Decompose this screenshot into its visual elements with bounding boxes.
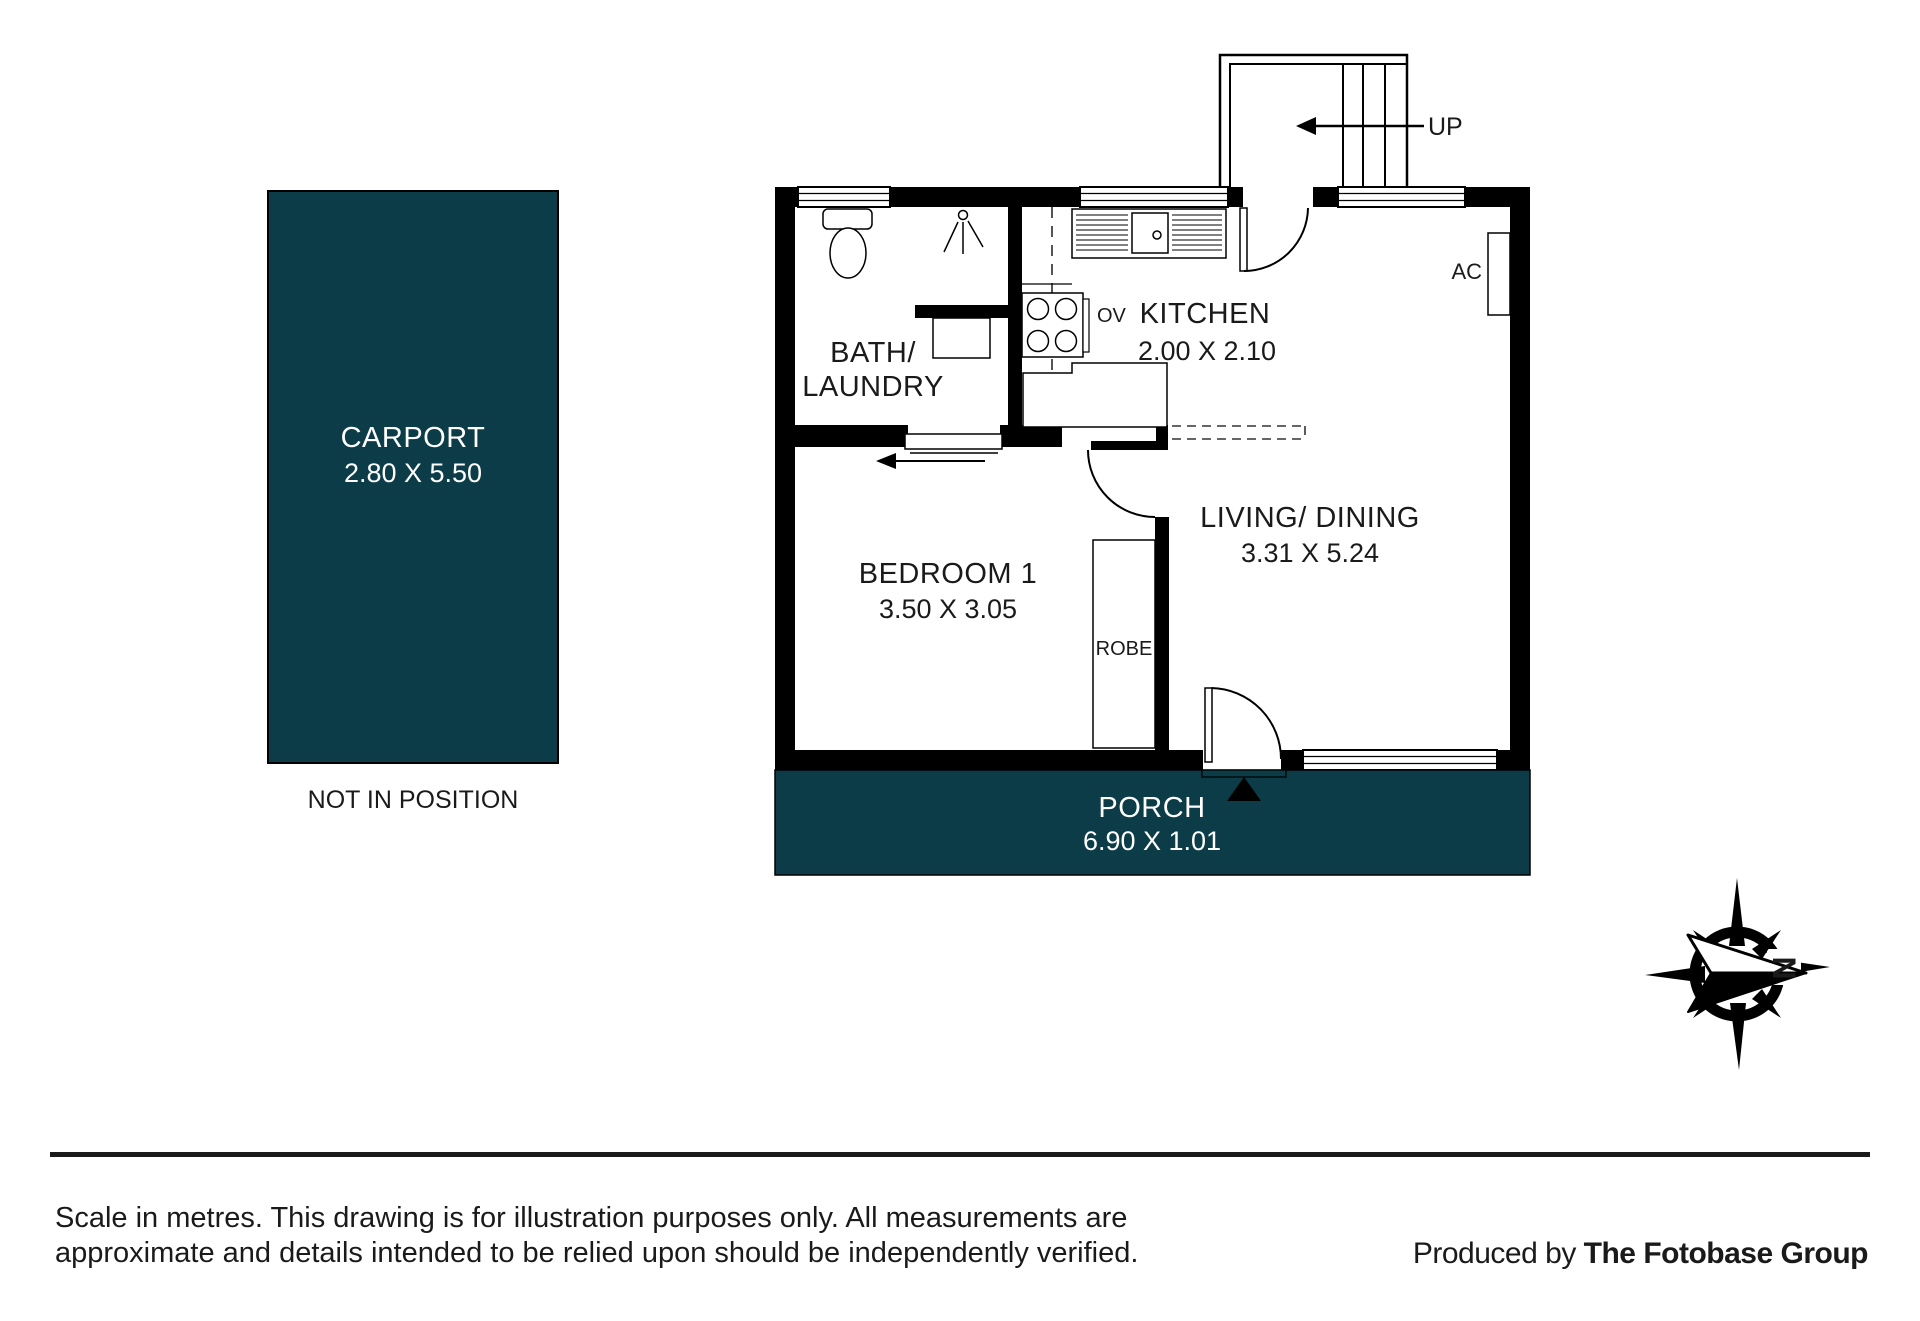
living-label: LIVING/ DINING — [1200, 502, 1420, 534]
porch-label: PORCH — [1098, 792, 1206, 824]
producer-name: The Fotobase Group — [1583, 1237, 1868, 1270]
wall-divider-stub — [1156, 425, 1168, 450]
door-threshold — [1202, 770, 1286, 777]
bedroom-dims: 3.50 X 3.05 — [878, 594, 1018, 624]
window-living-bottom — [1303, 750, 1497, 770]
window-bath — [798, 187, 890, 207]
wall-bottom-seg — [1281, 750, 1303, 770]
footer-divider — [50, 1152, 1870, 1157]
wall-top-seg — [775, 187, 798, 207]
wall-bath-kitchen — [1008, 207, 1022, 447]
up-arrow-head-icon — [1296, 117, 1316, 135]
wall-top-seg — [890, 187, 1080, 207]
bath-label-line1: BATH/ — [830, 337, 916, 369]
window-kitchen — [1080, 187, 1228, 207]
sink-faucet-icon — [1153, 231, 1161, 239]
window-living-top — [1338, 187, 1465, 207]
wall-bath-bottom — [795, 425, 908, 447]
toilet-icon — [823, 209, 872, 278]
wall-top-seg — [1228, 187, 1243, 207]
disclaimer-line2: approximate and details intended to be relied upon should be independently verified. — [55, 1237, 1139, 1269]
footer — [50, 1152, 1870, 1270]
bedroom-label: BEDROOM 1 — [858, 558, 1038, 590]
bedroom-door-leaf — [1091, 441, 1156, 450]
up-label: UP — [1428, 113, 1463, 141]
kitchen-dims: 2.00 X 2.10 — [1137, 336, 1277, 366]
compass-rose-icon — [1645, 878, 1830, 1070]
bath-fixtures — [823, 209, 990, 358]
wall-kitchen-bottom — [1000, 425, 1062, 447]
wall-top-seg — [1313, 187, 1338, 207]
producer-credit — [1413, 1237, 1868, 1270]
sink-bench — [1072, 209, 1226, 258]
kitchen-label: KITCHEN — [1139, 298, 1271, 330]
stove-icon — [1022, 293, 1089, 357]
disclaimer-line1: Scale in metres. This drawing is for illustration purposes only. All measurements are — [55, 1202, 1128, 1234]
wall-bedroom-living — [1155, 517, 1169, 750]
living-dims: 3.31 X 5.24 — [1240, 538, 1380, 568]
oven-label: OV — [1097, 305, 1126, 327]
slider-arrow-icon — [876, 453, 896, 469]
wall-bottom-seg — [775, 750, 1203, 770]
porch-block — [775, 770, 1530, 875]
ac-unit — [1451, 233, 1510, 315]
wall-top-seg — [1465, 187, 1530, 207]
produced-by-text: Produced by — [1412, 1237, 1584, 1270]
carport-label: CARPORT — [340, 422, 486, 454]
robe — [1093, 540, 1155, 748]
wall-right — [1510, 187, 1530, 770]
doors — [876, 208, 1308, 762]
entry-door-top — [1240, 208, 1308, 271]
ac-label: AC — [1451, 259, 1482, 284]
sink-icon — [1132, 213, 1168, 253]
porch-dims: 6.90 X 1.01 — [1082, 826, 1222, 856]
open-passage-dashes — [1172, 426, 1305, 439]
robe-label: ROBE — [1095, 638, 1153, 660]
compass-north-label: N — [1766, 956, 1802, 980]
stairs — [1220, 55, 1424, 188]
wall-left — [775, 187, 795, 770]
carport-note: NOT IN POSITION — [307, 786, 519, 814]
carport-dims: 2.80 X 5.50 — [343, 458, 483, 488]
carport-block — [268, 191, 558, 814]
shower-icon — [944, 211, 983, 255]
wall-bottom-seg — [1497, 750, 1530, 770]
bedroom-door-arc — [1088, 450, 1155, 517]
vanity-icon — [933, 318, 990, 358]
bath-label-line2: LAUNDRY — [802, 371, 944, 403]
wall-bath-stub — [915, 305, 1010, 318]
kitchen-lower-bench — [1023, 363, 1167, 427]
front-door — [1205, 688, 1281, 762]
